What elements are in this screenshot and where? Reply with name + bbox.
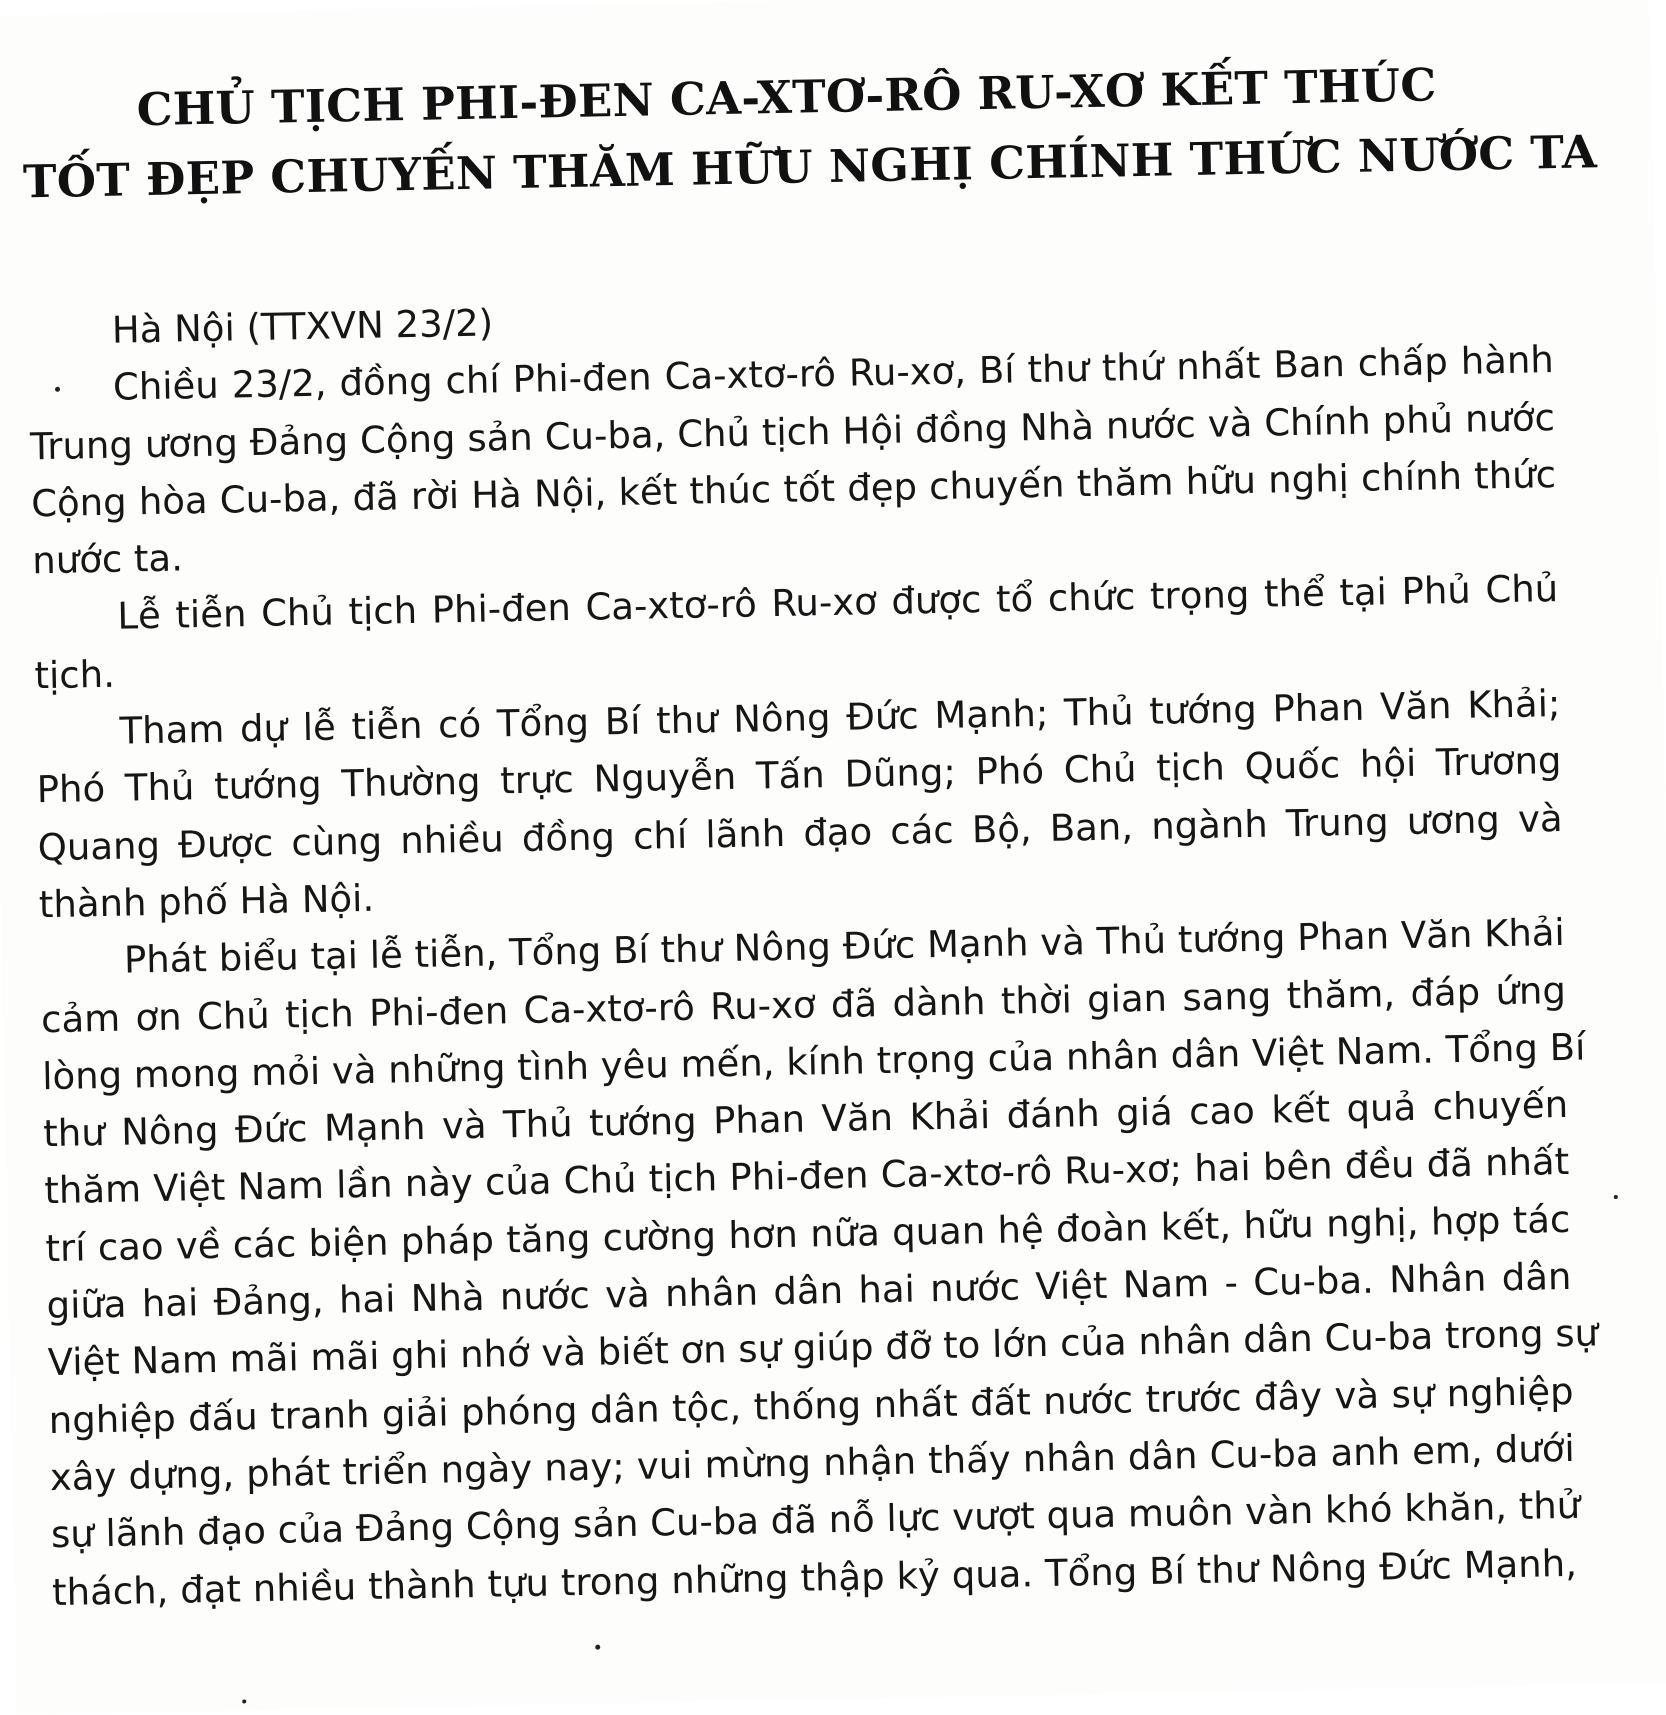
text-line: giữa hai Đảng, hai Nhà nước và nhân dân hai nước Việt Nam - Cu-ba. Nhân dân bbox=[46, 1254, 1572, 1328]
text-line: cảm ơn Chủ tịch Phi-đen Ca-xtơ-rô Ru-xơ đã dành thời gian sang thăm, đáp ứng bbox=[40, 968, 1567, 1041]
text-line: Phó Thủ tướng Thường trực Nguyễn Tấn Dũng; Phó Chủ tịch Quốc hội Trương bbox=[36, 739, 1562, 812]
headline-line-1: CHỦ TỊCH PHI-ĐEN CA-XTƠ-RÔ RU-XƠ KẾT THÚC bbox=[136, 58, 1437, 137]
text-line: thư Nông Đức Mạnh và Thủ tướng Phan Văn Khải đánh giá cao kết quả chuyến bbox=[42, 1083, 1569, 1156]
text-line: trí cao về các biện pháp tăng cường hơn nữa quan hệ đoàn kết, hữu nghị, hợp tác bbox=[45, 1197, 1571, 1270]
paragraph-3 bbox=[35, 675, 1564, 933]
text-line: nước ta. bbox=[31, 536, 184, 583]
text-line: Lễ tiễn Chủ tịch Phi-đen Ca-xtơ-rô Ru-xơ được tổ chức trọng thể tại Phủ Chủ bbox=[116, 567, 1559, 639]
text-line: Chiều 23/2, đồng chí Phi-đen Ca-xtơ-rô Ru-xơ, Bí thư thứ nhất Ban chấp hành bbox=[112, 338, 1555, 410]
dateline: Hà Nội (TTXVN 23/2) bbox=[111, 301, 494, 352]
scan-speck bbox=[595, 1645, 600, 1650]
headline-line-2: TỐT ĐẸP CHUYẾN THĂM HỮU NGHỊ CHÍNH THỨC NƯỚC TA bbox=[22, 125, 1598, 209]
text-line: tịch. bbox=[34, 652, 116, 698]
text-line: thăm Việt Nam lần này của Chủ tịch Phi-đen Ca-xtơ-rô Ru-xơ; hai bên đều đã nhất bbox=[44, 1140, 1570, 1213]
scan-speck bbox=[242, 1699, 246, 1703]
text-line: Phát biểu tại lễ tiễn, Tổng Bí thư Nông Đức Mạnh và Thủ tướng Phan Văn Khải bbox=[123, 911, 1566, 982]
text-line: lòng mong mỏi và những tình yêu mến, kính trọng của nhân dân Việt Nam. Tổng Bí bbox=[41, 1025, 1586, 1099]
text-line: thách, đạt nhiều thành tựu trong những thập kỷ qua. Tổng Bí thư Nông Đức Mạnh, bbox=[51, 1541, 1578, 1614]
scan-speck bbox=[1614, 1195, 1618, 1199]
headline bbox=[21, 48, 1598, 217]
text-line: Việt Nam mãi mãi ghi nhớ và biết ơn sự giúp đỡ to lớn của nhân dân Cu-ba trong sự bbox=[47, 1311, 1599, 1385]
paragraph-1 bbox=[28, 331, 1557, 589]
text-line: nghiệp đấu tranh giải phóng dân tộc, thống nhất đất nước trước đây và sự nghiệp bbox=[48, 1369, 1574, 1442]
text-line: Trung ương Đảng Cộng sản Cu-ba, Chủ tịch Hội đồng Nhà nước và Chính phủ nước bbox=[29, 395, 1556, 468]
article-body bbox=[27, 274, 1599, 1621]
paragraph-4 bbox=[39, 904, 1599, 1621]
text-line: xây dựng, phát triển ngày nay; vui mừng nhận thấy nhân dân Cu-ba anh em, dưới bbox=[49, 1426, 1576, 1500]
text-line: Cộng hòa Cu-ba, đã rời Hà Nội, kết thúc tốt đẹp chuyến thăm hữu nghị chính thức bbox=[30, 452, 1557, 526]
text-line: Quang Được cùng nhiều đồng chí lãnh đạo các Bộ, Ban, ngành Trung ương và bbox=[37, 796, 1563, 869]
scan-speck bbox=[55, 387, 60, 392]
text-line: Tham dự lễ tiễn có Tổng Bí thư Nông Đức Mạnh; Thủ tướng Phan Văn Khải; bbox=[119, 682, 1561, 753]
text-line: thành phố Hà Nội. bbox=[38, 876, 375, 927]
text-line: sự lãnh đạo của Đảng Cộng sản Cu-ba đã nỗ lực vượt qua muôn vàn khó khăn, thử bbox=[50, 1484, 1581, 1557]
